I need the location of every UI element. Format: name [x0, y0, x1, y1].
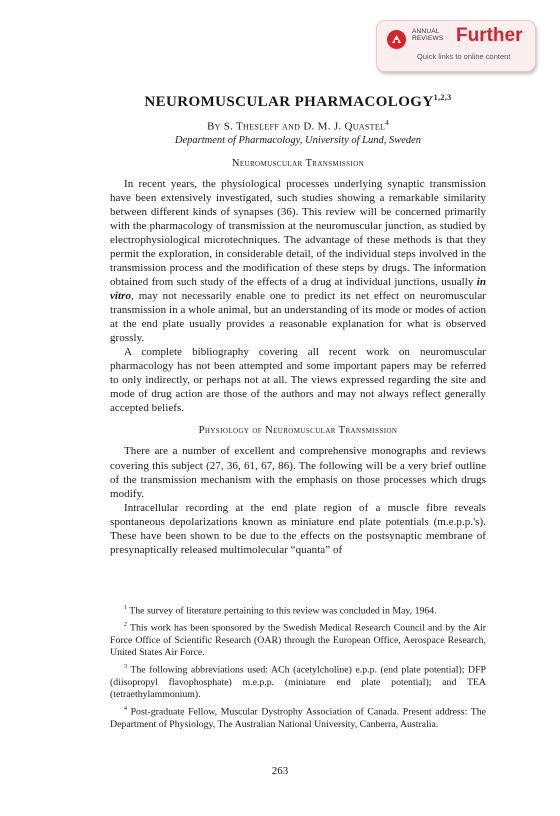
annual-text: ANNUAL — [412, 28, 440, 35]
footnote-number: 3 — [124, 663, 127, 670]
footnote-number: 1 — [124, 605, 127, 611]
further-text[interactable]: Further — [456, 25, 523, 46]
quick-links-text[interactable]: Quick links to online content — [417, 52, 511, 61]
by-label: By — [206, 120, 221, 133]
affiliation: Department of Pharmacology, University of Lund, Sweden — [174, 134, 422, 146]
authors — [110, 116, 486, 134]
annual-reviews-logo-icon — [387, 30, 406, 49]
footnote-text: This work has been sponsored by the Swedish Medical Research Council and by the Air Force Office of Scientific Research (OAR) through the European Office, Aerospace Research, United States Air Force. — [110, 622, 486, 659]
and-label: and — [282, 120, 301, 133]
further-banner[interactable] — [376, 20, 536, 72]
section-heading: Neuromuscular Transmission — [231, 157, 365, 169]
author-2-footnote-ref: 4 — [385, 119, 390, 127]
footnote — [110, 619, 486, 660]
paragraph: Intracellular recording at the end plate region of a muscle fibre reveals spontaneous depolarizations known as miniature end plate potentials (m.e.p.p.'s). These have been shown to be due to the effects on the postsynaptic membrane of presynaptically released multimolecular “quanta” of — [110, 501, 486, 556]
footnote-text: Post-graduate Fellow, Muscular Dystrophy Association of Canada. Present address: The Department of Physiology, The Australian National University, Canberra, Australia. — [110, 706, 486, 730]
paragraph-emphasis: in vitro — [110, 275, 486, 303]
footnotes — [110, 602, 486, 732]
article-title — [110, 88, 486, 112]
paragraph-text: , may not necessarily enable one to predict its net effect on neuromuscular transmission in a whole animal, but an understanding of its mode or modes of action at the end plate usually provides a reasonable explanation for what is observed grossly. — [110, 290, 486, 345]
footnote — [110, 703, 486, 731]
page-number: 263 — [271, 765, 289, 777]
paragraph: A complete bibliography covering all recent work on neuromuscular pharmacology has not been attempted and some important papers may be referred to only indirectly, or perhaps not at all. The views expressed regarding the site and mode of drug action are those of the authors and may not always reflect generally accepted beliefs. — [110, 346, 486, 415]
footnote-number: 4 — [124, 705, 127, 712]
footnote-number: 2 — [124, 621, 127, 628]
paragraph: There are a number of excellent and comprehensive monographs and reviews covering this subject (27, 36, 61, 67, 86). The following will be a very brief outline of the transmission mechanism with the emphasis on those processes which drugs modify. — [110, 445, 486, 500]
author-1: S. Thesleff — [223, 120, 279, 133]
title-footnote-refs: 1,2,3 — [433, 93, 452, 102]
paragraph-text: In recent years, the physiological processes underlying synaptic transmission have been extensively investigated, such studies showing a remarkable similarity between different kinds of synapses (36). This review will be concerned primarily with the pharmacology of transmission at the neuromuscular junction, as studied by electrophysiological microtechniques. The advantage of these methods is that they permit the exploration, in considerable detail, of the individual steps involved in the transmission process and the modification of these steps by drugs. The information obtained from such study of the effects of a drug at individual junctions, usually — [110, 177, 486, 288]
footnote-text: The following abbreviations used: ACh (acetylcholine) e.p.p. (end plate potential); DFP (diisopropyl flavophosphate) m.e.p.p. (miniature end plate potential); and TEA (tetraethylammonium). — [110, 664, 486, 701]
footnote — [110, 661, 486, 702]
annual-reviews-wordmark — [412, 28, 443, 42]
paragraph — [110, 177, 486, 346]
article-body — [110, 88, 486, 557]
footnote — [110, 602, 486, 618]
section-heading: Physiology of Neuromuscular Transmission — [198, 425, 398, 437]
reviews-text: REVIEWS — [412, 35, 444, 42]
footnote-text: The survey of literature pertaining to this review was concluded in May, 1964. — [129, 605, 437, 617]
title-text: NEUROMUSCULAR PHARMACOLOGY — [144, 94, 434, 110]
author-2: D. M. J. Quastel — [303, 120, 386, 133]
